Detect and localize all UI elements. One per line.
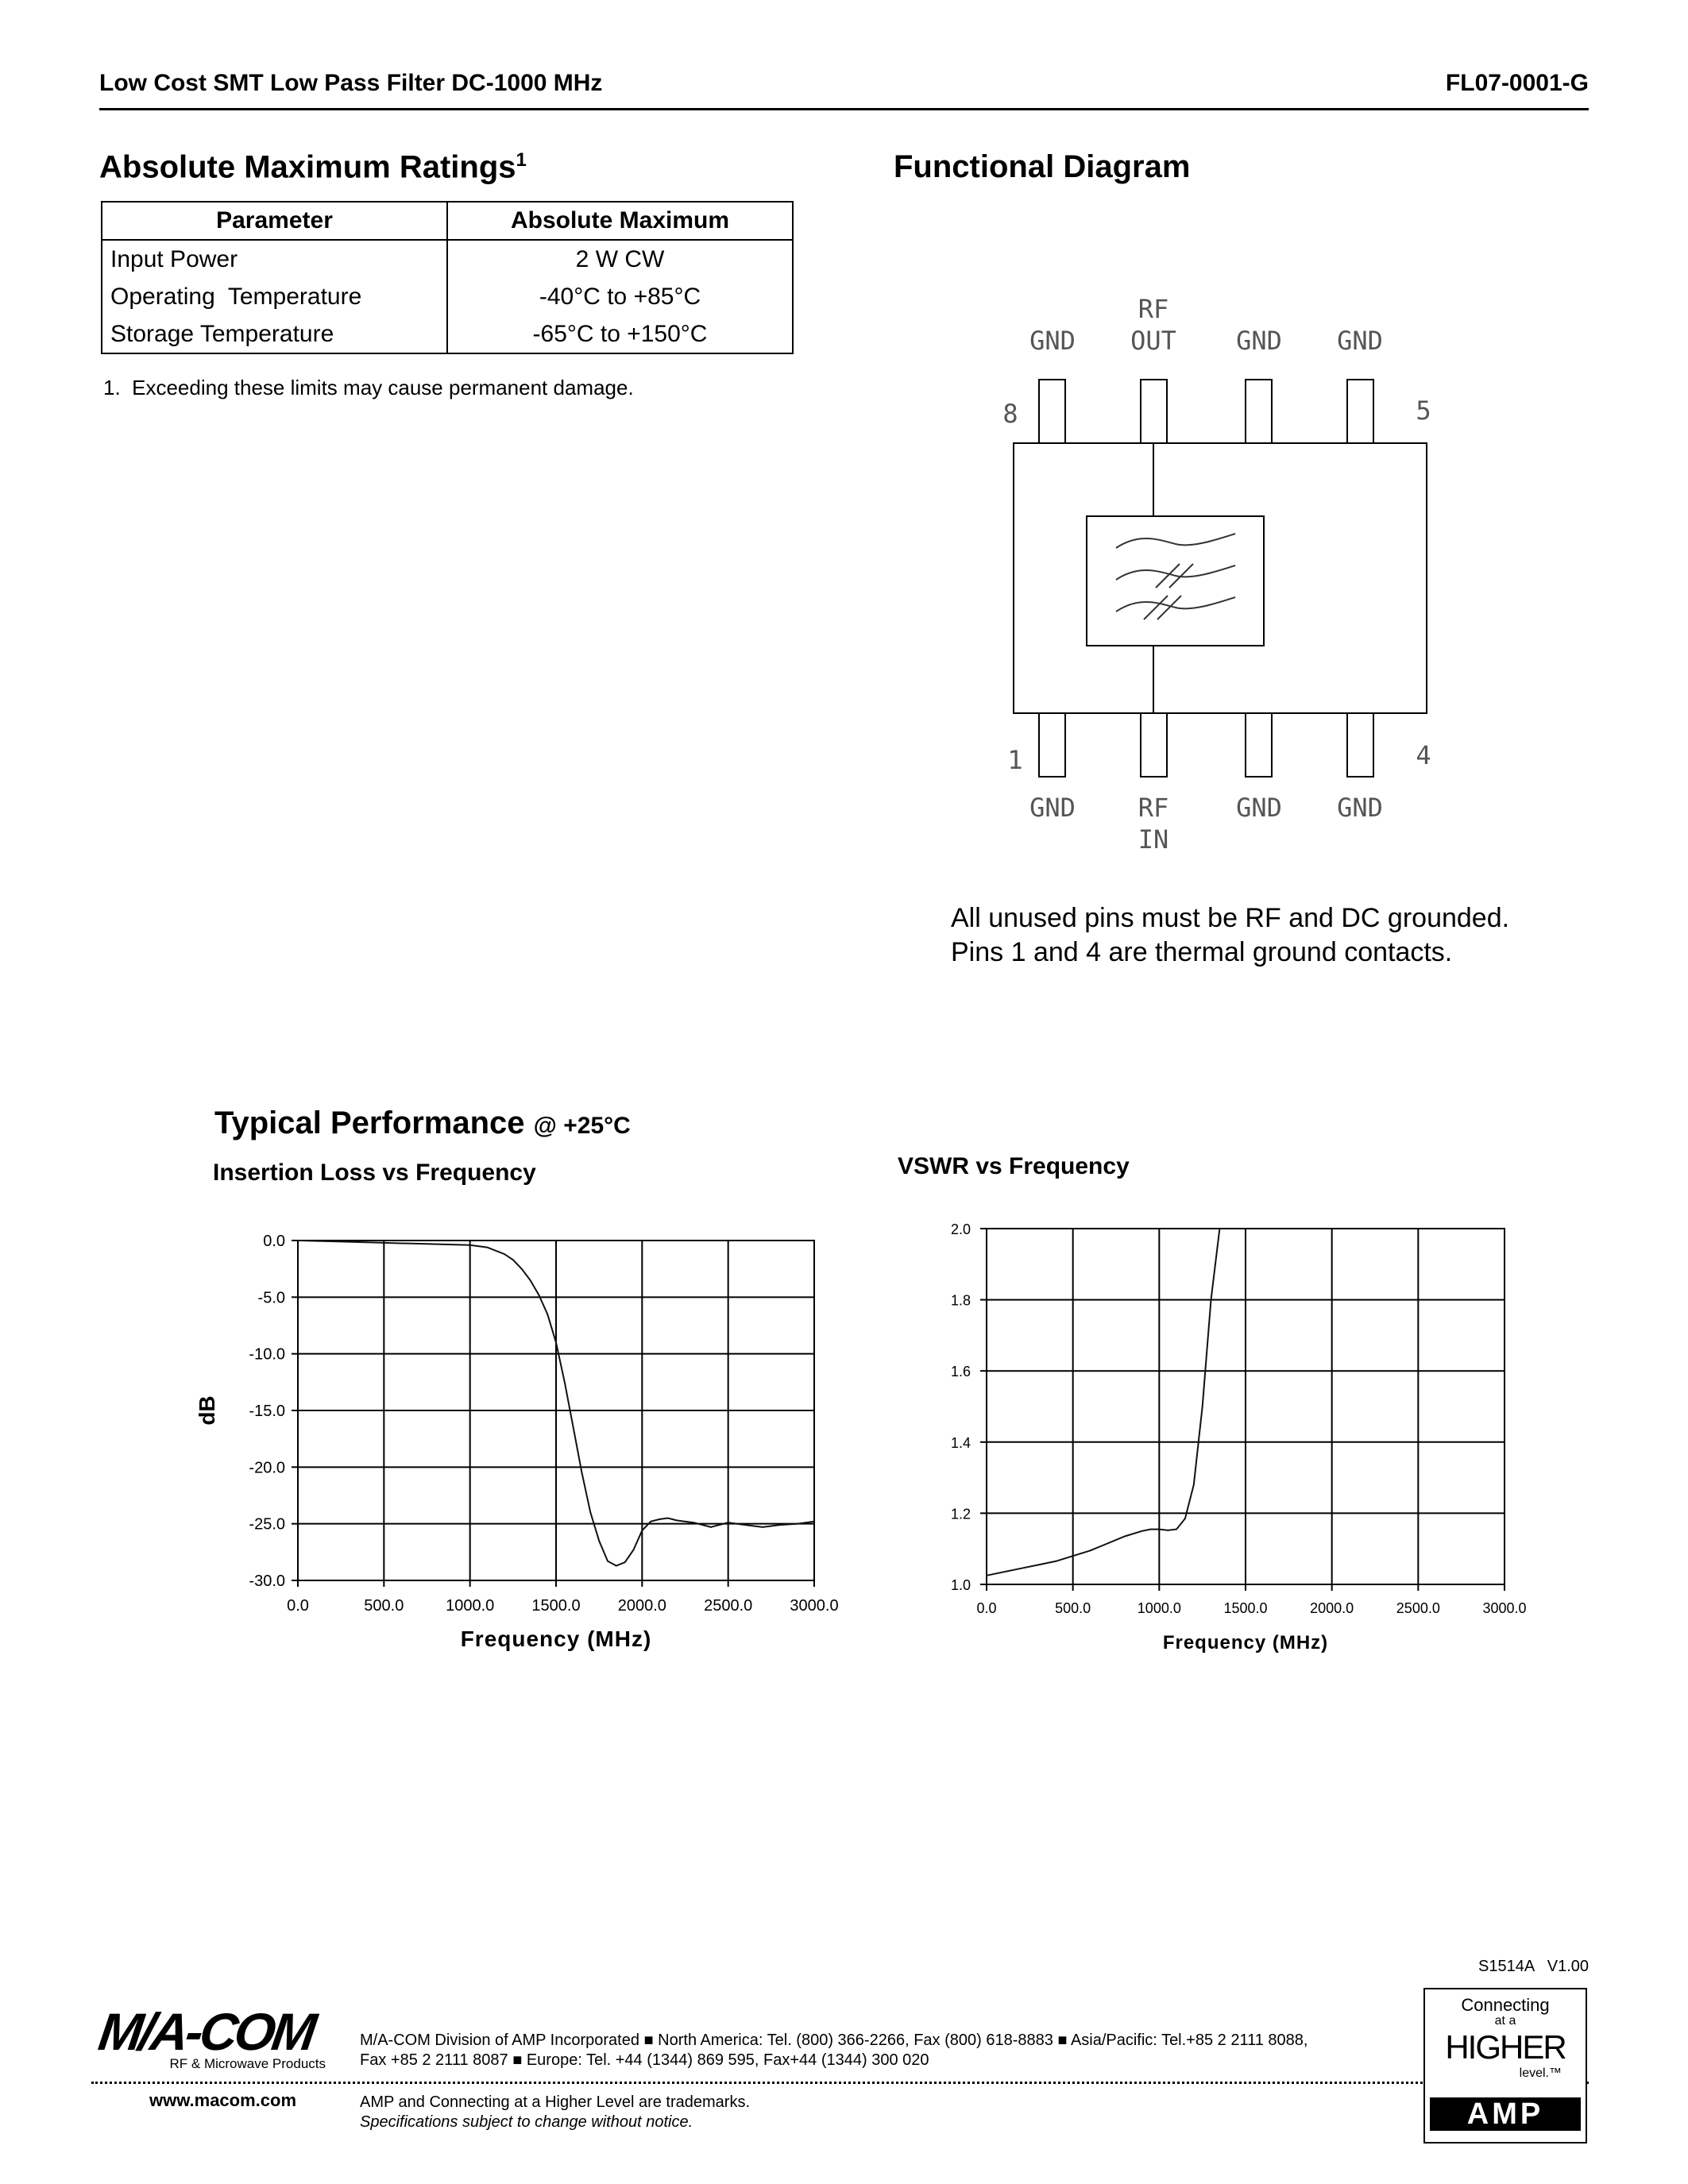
badge-higher: HIGHER <box>1445 2028 1566 2066</box>
x-tick-label: 500.0 <box>1055 1600 1091 1616</box>
data-point <box>659 1518 660 1520</box>
badge-line: Connecting <box>1461 1995 1550 2015</box>
data-point <box>624 1561 626 1563</box>
pin-label-out: OUT <box>1130 326 1176 356</box>
data-point <box>650 1521 651 1522</box>
pin-3 <box>1246 713 1272 777</box>
value-cell: -40°C to +85°C <box>447 278 793 315</box>
x-tick-label: 1500.0 <box>1223 1600 1268 1616</box>
badge-line: level.™ <box>1519 2066 1562 2080</box>
data-point <box>1193 1484 1195 1486</box>
data-point <box>427 1243 428 1244</box>
badge-connecting <box>1425 1989 1586 2082</box>
trademark-note: AMP and Connecting at a Higher Level are trademarks. <box>360 2093 751 2111</box>
x-axis-label: Frequency (MHz) <box>460 1626 652 1651</box>
pin-label-gnd: GND <box>1337 793 1383 823</box>
y-tick-label: 1.6 <box>950 1364 971 1380</box>
x-tick-label: 2500.0 <box>704 1597 753 1615</box>
insertion-loss-chart <box>191 1207 874 1660</box>
data-point <box>297 1240 299 1241</box>
contact-line: Fax +85 2 2111 8087 ■ Europe: Tel. +44 (1344) 869 595, Fax+44 (1344) 300 020 <box>360 2051 929 2069</box>
data-point <box>607 1561 608 1562</box>
column-header: Parameter <box>102 202 447 240</box>
data-point <box>616 1565 617 1567</box>
x-tick-label: 500.0 <box>364 1597 404 1615</box>
pin-label-rf: RF <box>1138 294 1169 324</box>
y-tick-label: -10.0 <box>249 1345 285 1364</box>
column-header: Absolute Maximum <box>447 202 793 240</box>
logo-wordmark: M/A-COM <box>95 2002 318 2061</box>
data-point <box>469 1244 471 1246</box>
x-tick-label: 3000.0 <box>790 1597 839 1615</box>
data-point <box>1003 1572 1005 1573</box>
data-point <box>487 1247 489 1248</box>
data-point <box>504 1253 505 1255</box>
y-tick-label: 1.8 <box>950 1292 971 1309</box>
param-cell: Input Power <box>102 240 447 278</box>
data-point <box>1021 1568 1022 1569</box>
y-tick-label: 2.0 <box>950 1221 971 1237</box>
pin-number: 1 <box>1007 745 1023 775</box>
website-link[interactable]: www.macom.com <box>149 2090 297 2110</box>
data-point <box>1150 1529 1152 1530</box>
x-tick-label: 2500.0 <box>1396 1600 1440 1616</box>
y-tick-label: -15.0 <box>249 1403 285 1420</box>
data-point <box>564 1382 566 1383</box>
y-tick-label: 1.2 <box>950 1506 971 1522</box>
x-tick-label: 0.0 <box>976 1600 997 1616</box>
param-cell: Operating Temperature <box>102 278 447 315</box>
badge-line: at a <box>1494 2014 1516 2028</box>
contact-info <box>360 2031 1308 2070</box>
data-point <box>1037 1565 1039 1566</box>
note-line: Pins 1 and 4 are thermal ground contacts. <box>951 937 1453 967</box>
data-point <box>633 1549 635 1551</box>
data-point <box>1072 1555 1074 1557</box>
data-point <box>1219 1228 1221 1229</box>
data-point <box>573 1427 574 1429</box>
data-point <box>710 1526 712 1528</box>
data-point <box>340 1241 342 1243</box>
disclaimer-note: Specifications subject to change without notice. <box>360 2113 693 2131</box>
x-tick-label: 2000.0 <box>1310 1600 1354 1616</box>
macom-logo <box>95 2002 326 2072</box>
contact-line: M/A-COM Division of AMP Incorporated ■ North America: Tel. (800) 366-2266, Fax (800) 618-8883 ■ Asia/Pacific: Tel.+85 2 2111 8088, <box>360 2032 1308 2049</box>
y-tick-label: 1.4 <box>950 1434 971 1451</box>
amp-logo: AMP <box>1430 2097 1581 2131</box>
data-point <box>1124 1536 1126 1538</box>
x-tick-label: 1000.0 <box>1137 1600 1181 1616</box>
footer-divider <box>91 2082 1589 2084</box>
data-point <box>693 1522 695 1523</box>
y-tick-label: -25.0 <box>249 1515 285 1534</box>
data-point <box>1141 1530 1143 1532</box>
ratings-table <box>101 201 794 354</box>
pin-label-gnd: GND <box>1236 326 1282 356</box>
ratings-heading: Absolute Maximum Ratings$^1$ <box>99 149 527 185</box>
pin-6 <box>1246 380 1272 443</box>
document-title: Low Cost SMT Low Pass Filter DC-1000 MHz <box>99 70 603 96</box>
data-point <box>762 1526 763 1528</box>
data-point <box>555 1342 557 1344</box>
insertion-loss-title: Insertion Loss vs Frequency <box>213 1160 536 1186</box>
data-point <box>676 1520 678 1522</box>
table-row <box>102 278 793 315</box>
logo-tagline: RF & Microwave Products <box>169 2056 326 2071</box>
data-point <box>384 1242 385 1244</box>
functional-diagram <box>953 286 1509 874</box>
amp-badge <box>1423 1988 1587 2143</box>
value-cell: -65°C to +150°C <box>447 315 793 353</box>
data-point <box>1211 1299 1212 1301</box>
data-point <box>598 1540 600 1542</box>
header-rule <box>99 108 1589 110</box>
data-point <box>547 1314 548 1315</box>
data-point <box>1090 1550 1091 1552</box>
y-tick-label: -20.0 <box>249 1459 285 1477</box>
y-tick-label: 0.0 <box>263 1233 285 1250</box>
table-row <box>102 240 793 278</box>
data-point <box>1184 1518 1186 1519</box>
pin-number: 5 <box>1416 396 1431 426</box>
diagram-note <box>951 901 1509 970</box>
data-point <box>1176 1529 1177 1530</box>
data-point <box>581 1472 583 1474</box>
data-point <box>590 1512 592 1514</box>
table-row <box>102 315 793 353</box>
x-tick-label: 1500.0 <box>531 1597 581 1615</box>
x-tick-label: 2000.0 <box>617 1597 666 1615</box>
ratings-footnote: 1. Exceeding these limits may cause permanent damage. <box>103 376 634 399</box>
data-point <box>530 1279 531 1281</box>
y-tick-label: -30.0 <box>249 1572 285 1590</box>
pin-label-in: IN <box>1138 824 1169 855</box>
pin-label-gnd: GND <box>1029 793 1076 823</box>
pin-label-rf: RF <box>1138 793 1169 823</box>
pin-label-gnd: GND <box>1337 326 1383 356</box>
pin-2 <box>1141 713 1167 777</box>
performance-heading: Typical Performance @ +25°C <box>214 1106 631 1140</box>
value-cell: 2 W CW <box>447 240 793 278</box>
note-line: All unused pins must be RF and DC grounded. <box>951 903 1510 933</box>
vswr-title: VSWR vs Frequency <box>898 1153 1130 1179</box>
x-tick-label: 0.0 <box>287 1597 309 1615</box>
pin-4 <box>1347 713 1373 777</box>
data-point <box>986 1575 987 1576</box>
data-point <box>797 1523 798 1525</box>
pin-number: 4 <box>1416 740 1431 770</box>
pin-number: 8 <box>1002 399 1018 429</box>
data-point <box>745 1524 747 1526</box>
part-number: FL07-0001-G <box>1445 70 1589 96</box>
data-point <box>1167 1530 1168 1531</box>
y-tick-label: -5.0 <box>257 1289 285 1307</box>
data-point <box>813 1521 815 1522</box>
data-point <box>1202 1406 1203 1407</box>
param-cell: Storage Temperature <box>102 315 447 353</box>
data-point <box>539 1295 540 1296</box>
data-point <box>779 1524 781 1526</box>
data-point <box>728 1522 729 1523</box>
y-axis-label: dB <box>195 1395 219 1426</box>
x-tick-label: 1000.0 <box>446 1597 495 1615</box>
data-point <box>667 1518 669 1519</box>
data-point <box>512 1259 514 1260</box>
pin-label-gnd: GND <box>1236 793 1282 823</box>
data-point <box>642 1530 643 1531</box>
vswr-chart <box>914 1203 1549 1656</box>
pin-5 <box>1347 380 1373 443</box>
data-point <box>1055 1561 1056 1562</box>
functional-diagram-heading: Functional Diagram <box>894 149 1191 184</box>
legal-notes <box>360 2093 750 2132</box>
data-point <box>521 1268 523 1270</box>
document-code: S1514A V1.00 <box>1477 1958 1589 1975</box>
data-point <box>1107 1543 1108 1545</box>
x-axis-label: Frequency (MHz) <box>1162 1632 1329 1653</box>
x-tick-label: 3000.0 <box>1482 1600 1527 1616</box>
pin-label-gnd: GND <box>1029 326 1076 356</box>
pin-1 <box>1039 713 1065 777</box>
y-tick-label: 1.0 <box>950 1577 971 1593</box>
pin-7 <box>1141 380 1167 443</box>
pin-8 <box>1039 380 1065 443</box>
data-point <box>1159 1529 1161 1530</box>
